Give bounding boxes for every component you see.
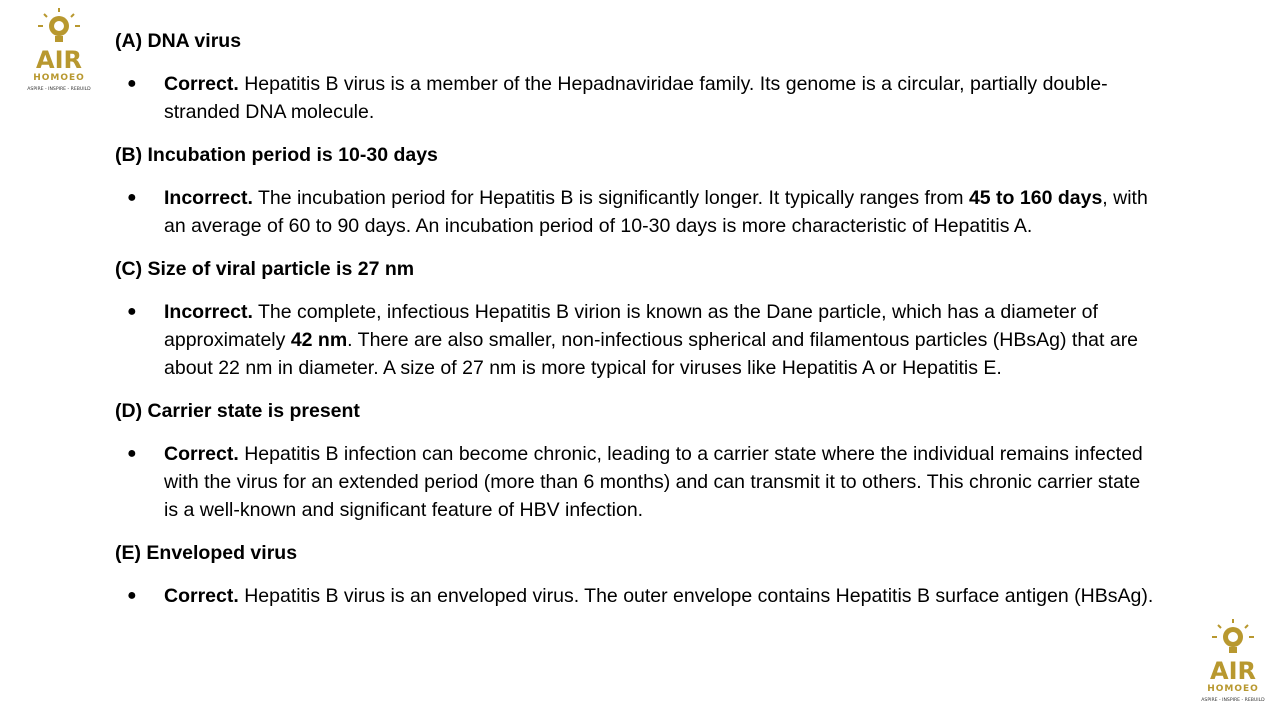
- logo-name: HOMOEO: [33, 73, 85, 83]
- section-heading: (C) Size of viral particle is 27 nm: [115, 258, 415, 280]
- section-c: [115, 256, 1155, 382]
- logo-name: HOMOEO: [1207, 684, 1259, 694]
- lightbulb-icon: [1212, 619, 1254, 653]
- list-item: [115, 184, 1155, 240]
- bullet-icon: ●: [127, 75, 137, 92]
- explanation-text: , with an average of 60 to 90 days. An incubation period of 10-30 days is more characteristic of Hepatitis A.: [164, 187, 1148, 237]
- section-heading: (D) Carrier state is present: [115, 400, 360, 422]
- explanation-text: Hepatitis B virus is a member of the Hepadnaviridae family. Its genome is a circular, partially double-stranded DNA molecule.: [164, 73, 1108, 123]
- verdict-label: Incorrect.: [164, 301, 253, 323]
- verdict-label: Correct.: [164, 73, 239, 95]
- section-a: [115, 28, 1155, 126]
- list-item: [115, 582, 1155, 610]
- list-item: [115, 70, 1155, 126]
- explanation-text: Hepatitis B virus is an enveloped virus. The outer envelope contains Hepatitis B surface antigen (HBsAg).: [238, 585, 1154, 607]
- logo-brand: AIR: [36, 46, 82, 74]
- air-homoeo-logo-bottom: [1198, 617, 1268, 705]
- logo-tagline: ASPIRE - INSPIRE - REBUILD: [1201, 698, 1265, 703]
- list-item: [115, 440, 1155, 524]
- section-heading: (E) Enveloped virus: [115, 542, 298, 564]
- section-b: [115, 142, 1155, 240]
- explanation-text: The incubation period for Hepatitis B is significantly longer. It typically ranges from: [252, 187, 969, 209]
- section-heading: (A) DNA virus: [115, 30, 242, 52]
- section-d: [115, 398, 1155, 524]
- bullet-icon: ●: [127, 587, 137, 604]
- explanation-text: The complete, infectious Hepatitis B virion is known as the Dane particle, which has a diameter of approximately: [164, 301, 1098, 351]
- logo-tagline: ASPIRE - INSPIRE - REBUILD: [27, 87, 91, 92]
- verdict-label: Incorrect.: [164, 187, 253, 209]
- verdict-label: Correct.: [164, 443, 239, 465]
- bullet-icon: ●: [127, 445, 137, 462]
- logo-brand: AIR: [1210, 657, 1256, 685]
- lightbulb-icon: [38, 8, 80, 42]
- bullet-icon: ●: [127, 303, 137, 320]
- emphasis-text: 42 nm: [290, 329, 348, 351]
- emphasis-text: 45 to 160 days: [968, 187, 1103, 209]
- explanation-text: Hepatitis B infection can become chronic, leading to a carrier state where the individual remains infected with the virus for an extended period (more than 6 months) and can transmit it to others. This chronic carrier state is a well-known and significant feature of HBV infection.: [164, 443, 1143, 521]
- section-e: [115, 540, 1155, 610]
- answer-explanation: [115, 28, 1155, 626]
- air-homoeo-logo: [24, 6, 94, 94]
- explanation-text: . There are also smaller, non-infectious spherical and filamentous particles (HBsAg) that are about 22 nm in diameter. A size of 27 nm is more typical for viruses like Hepatitis A or Hepatitis E.: [164, 329, 1139, 379]
- section-heading: (B) Incubation period is 10-30 days: [115, 144, 438, 166]
- list-item: [115, 298, 1155, 382]
- verdict-label: Correct.: [164, 585, 239, 607]
- bullet-icon: ●: [127, 189, 137, 206]
